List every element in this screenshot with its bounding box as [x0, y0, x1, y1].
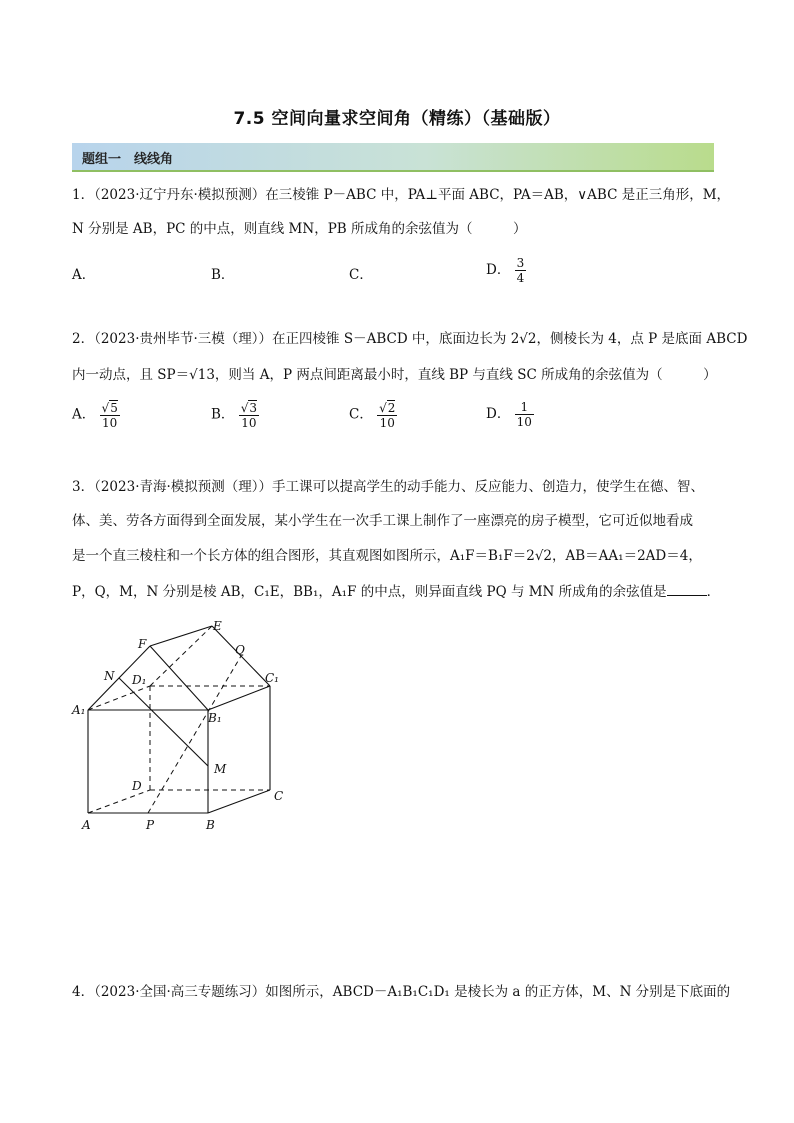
q2-option-c[interactable]: C． $\frac{√2}{10}$: [349, 401, 396, 430]
q1-option-d-label: D．: [486, 262, 511, 278]
q2-line2: 内一动点，且 SP＝√13，则当 A，P 两点间距离最小时，直线 BP 与直线 SC 所成角的余弦值为（ ）: [72, 367, 717, 383]
q2-option-a[interactable]: A． $\frac{√5}{10}$: [72, 401, 118, 430]
q3-line3: 是一个直三棱柱和一个长方体的组合图形，其直观图如图所示，A₁F＝B₁F＝2√2，AB＝AA₁＝2AD＝4，: [72, 548, 702, 564]
q1-option-b[interactable]: B．: [211, 267, 235, 283]
q2-line1: 2．（2023·贵州毕节·三模（理））在正四棱锥 S－ABCD 中，底面边长为 2√2，侧棱长为 4，点 P 是底面 ABCD: [72, 331, 748, 347]
q3-answer-blank[interactable]: [667, 583, 707, 596]
q2-option-d[interactable]: D． $\frac{1}{10}$: [486, 400, 532, 429]
q1-line2: N 分别是 AB，PC 的中点，则直线 MN，PB 所成角的余弦值为（ ）: [72, 221, 527, 237]
q1-option-d[interactable]: [486, 256, 526, 285]
label-C: C: [274, 789, 284, 803]
label-B1: B₁: [208, 711, 222, 725]
label-F: F: [138, 637, 147, 651]
label-M: M: [214, 762, 227, 776]
label-D1: D₁: [132, 673, 147, 687]
q1-option-c[interactable]: C．: [349, 267, 373, 283]
q3-line1: 3．（2023·青海·模拟预测（理））手工课可以提高学生的动手能力、反应能力、创造力，使学生在德、智、: [72, 479, 705, 495]
q3-line2: 体、美、劳各方面得到全面发展，某小学生在一次手工课上制作了一座漂亮的房子模型，它可近似地看成: [72, 513, 693, 529]
q4-line1: 4．（2023·全国·高三专题练习）如图所示，ABCD－A₁B₁C₁D₁ 是棱长为 a 的正方体，M、N 分别是下底面的: [72, 984, 731, 1000]
label-A: A: [82, 818, 91, 832]
q1-option-a[interactable]: A．: [72, 267, 96, 283]
section-banner: [72, 143, 714, 172]
label-A1: A₁: [72, 703, 86, 717]
label-C1: C₁: [265, 671, 279, 685]
q1-line1: 1．（2023·辽宁丹东·模拟预测）在三棱锥 P－ABC 中，PA⊥平面 ABC，PA＝AB，∨ABC 是正三角形，M，: [72, 187, 731, 203]
section-title: 题组一 线线角: [82, 152, 174, 167]
label-N: N: [104, 669, 115, 683]
q1-option-d-fraction: $\frac{3}{4}$: [516, 256, 525, 285]
label-E: E: [213, 619, 222, 633]
label-B: B: [206, 818, 215, 832]
label-P: P: [146, 818, 155, 832]
q3-line4: P，Q，M，N 分别是棱 AB，C₁E，BB₁，A₁F 的中点，则异面直线 PQ 与 MN 所成角的余弦值是 ．: [72, 584, 721, 600]
q2-option-b[interactable]: B． $\frac{√3}{10}$: [211, 401, 258, 430]
label-D: D: [132, 779, 142, 793]
label-Q: Q: [235, 643, 245, 657]
page-title: 7.5 空间向量求空间角（精练）（基础版）: [233, 109, 561, 129]
house-model-figure: [70, 618, 300, 838]
